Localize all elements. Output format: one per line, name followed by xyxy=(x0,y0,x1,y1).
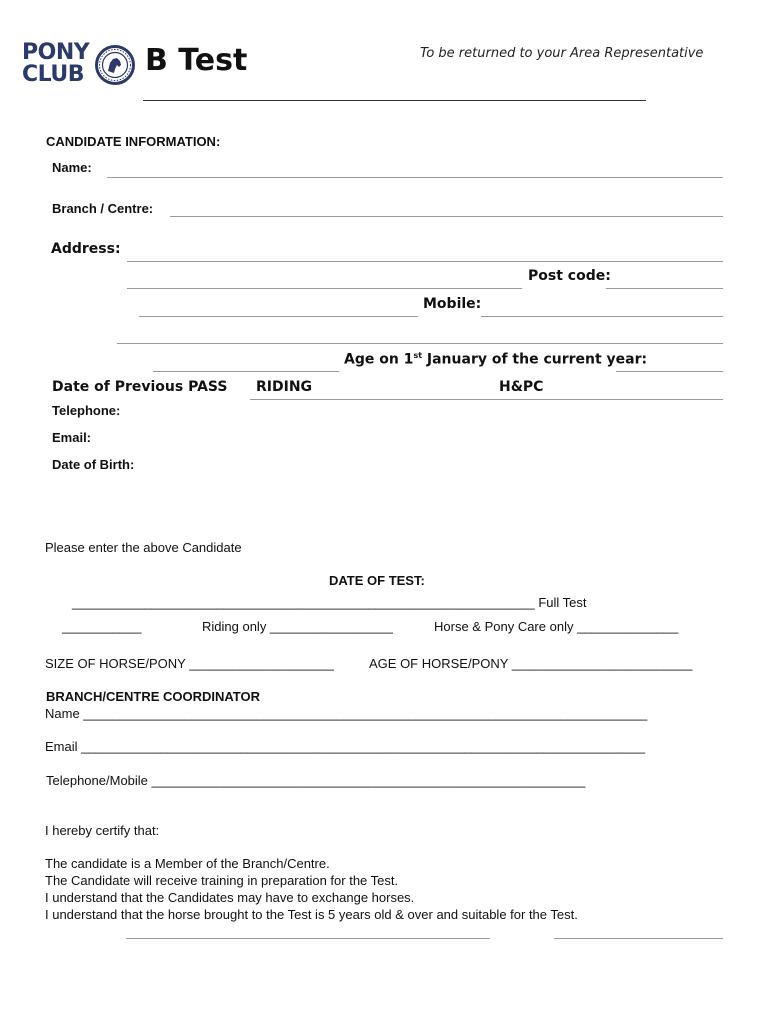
coordinator-name-field[interactable]: Name ______________________________________________________________________________ xyxy=(45,706,648,721)
age-label: Age on 1st January of the current year: xyxy=(344,351,648,368)
branch-label: Branch / Centre: xyxy=(52,201,154,216)
previous-pass-field-line[interactable] xyxy=(250,399,723,400)
return-note: To be returned to your Area Representative xyxy=(420,46,704,61)
address-field-line-4[interactable] xyxy=(117,343,723,344)
riding-blank-field[interactable]: ___________ xyxy=(62,619,142,634)
branch-field-line[interactable] xyxy=(170,216,723,217)
age-field-line[interactable] xyxy=(616,371,723,372)
postcode-label: Post code: xyxy=(528,268,611,284)
dob-label: Date of Birth: xyxy=(52,457,135,472)
certify-item-1: The candidate is a Member of the Branch/Centre. xyxy=(45,856,330,871)
horse-age-field[interactable]: AGE OF HORSE/PONY _________________________ xyxy=(369,656,693,671)
full-test-field[interactable]: ________________________________________________________________ Full Test xyxy=(72,595,587,610)
coordinator-phone-field[interactable]: Telephone/Mobile ____________________________________________________________ xyxy=(46,773,586,788)
coordinator-email-field[interactable]: Email ______________________________________________________________________________ xyxy=(45,739,646,754)
certify-intro: I hereby certify that: xyxy=(45,823,160,838)
certify-item-4: I understand that the horse brought to the Test is 5 years old & over and suitable for the Test. xyxy=(45,907,578,922)
horse-size-field[interactable]: SIZE OF HORSE/PONY ____________________ xyxy=(45,656,334,671)
logo-text-club: CLUB xyxy=(22,62,85,87)
age-left-field-line[interactable] xyxy=(153,371,339,372)
certify-item-3: I understand that the Candidates may have to exchange horses. xyxy=(45,890,415,905)
email-label: Email: xyxy=(52,430,92,445)
address-field-line-2[interactable] xyxy=(127,288,522,289)
page-title: B Test xyxy=(145,43,248,78)
pony-club-seal-icon xyxy=(95,45,135,85)
signature-line[interactable] xyxy=(126,938,490,939)
postcode-field-line[interactable] xyxy=(606,288,723,289)
certify-item-2: The Candidate will receive training in preparation for the Test. xyxy=(45,873,399,888)
date-signature-line[interactable] xyxy=(554,938,723,939)
hpc-only-field[interactable]: Horse & Pony Care only ______________ xyxy=(434,619,679,634)
entry-intro: Please enter the above Candidate xyxy=(45,540,242,555)
address-field-line-3[interactable] xyxy=(139,316,418,317)
riding-only-field[interactable]: Riding only _________________ xyxy=(202,619,393,634)
logo-text-pony: PONY xyxy=(22,40,90,65)
date-of-test-heading: DATE OF TEST: xyxy=(329,573,425,588)
previous-pass-label: Date of Previous PASS xyxy=(52,379,228,395)
mobile-label: Mobile: xyxy=(423,296,482,312)
coordinator-heading: BRANCH/CENTRE COORDINATOR xyxy=(46,689,261,704)
name-label: Name: xyxy=(52,160,92,175)
hpc-label: H&PC xyxy=(499,379,544,395)
mobile-field-line[interactable] xyxy=(481,316,723,317)
name-field-line[interactable] xyxy=(107,177,723,178)
address-label: Address: xyxy=(51,241,121,257)
telephone-label: Telephone: xyxy=(52,403,121,418)
riding-label: RIDING xyxy=(256,379,313,395)
address-field-line-1[interactable] xyxy=(127,261,723,262)
pony-club-logo xyxy=(22,42,142,88)
header-divider xyxy=(143,100,646,101)
candidate-info-heading: CANDIDATE INFORMATION: xyxy=(46,134,221,149)
